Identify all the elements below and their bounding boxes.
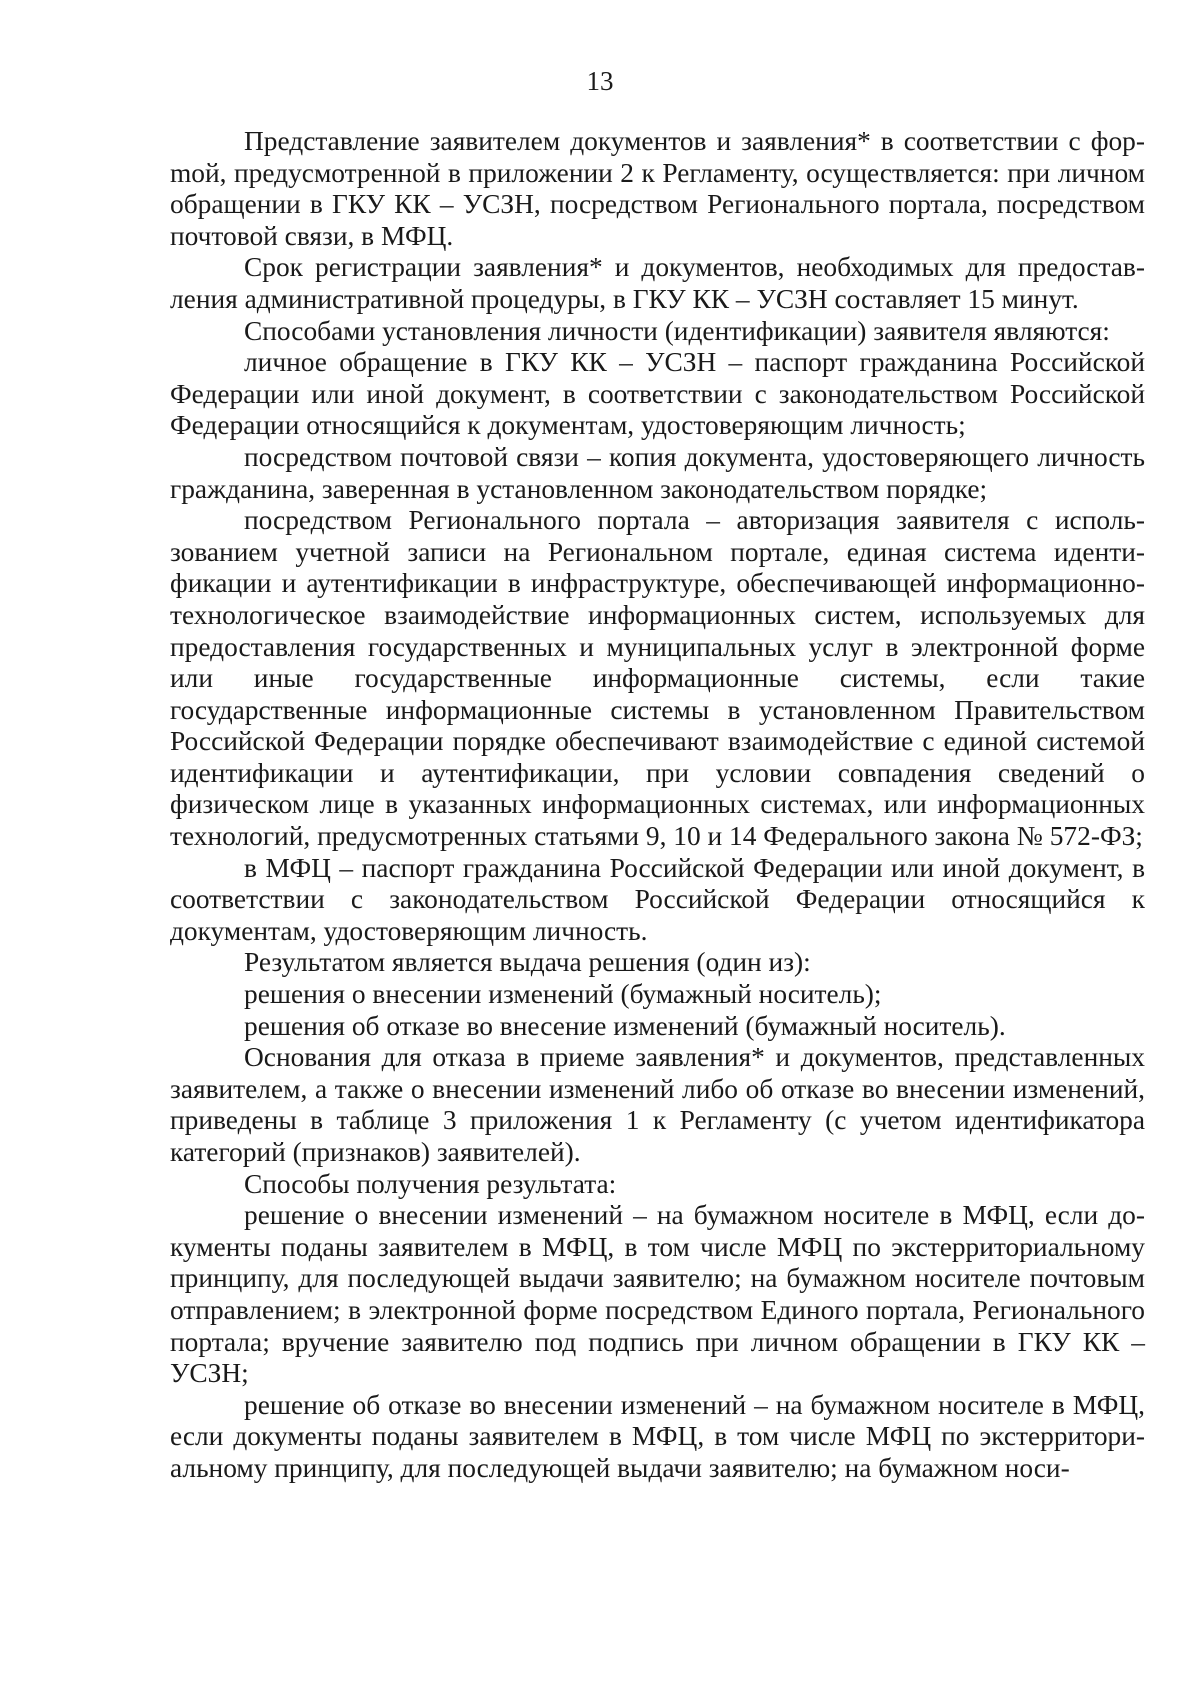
paragraph-delivery-refusal: решение об отказе во внесении изменений – на бумажном носителе в МФЦ, если документы поданы заявителем в МФЦ, в том числе МФЦ по экстерриториальному принципу, для последующей выдачи заявителю; на бумажном носи- (170, 1389, 1145, 1483)
paragraph-identification-post: посредством почтовой связи – копия документа, удостоверяющего личность гражданина, заверенная в установленном законодательством порядке; (170, 441, 1145, 504)
document-body (170, 126, 1145, 1485)
paragraph-delivery-changes: решение о внесении изменений – на бумажном носителе в МФЦ, если документы поданы заявителем в МФЦ, в том числе МФЦ по экстерриториальному принципу, для последующей выдачи заявителю; на бумажном носителе почтовым отправлением; в электронной форме посредством Единого портала, Регионального портала; вручение заявителю под подпись при личном обращении в ГКУ КК – УСЗН; (170, 1200, 1145, 1389)
paragraph-identification-personal: личное обращение в ГКУ КК – УСЗН – паспорт гражданина Российской Федерации или иной документ, в соответствии с законодательством Российской Федерации относящийся к документам, удостоверяющим личность; (170, 347, 1145, 441)
paragraph-identification-portal: посредством Регионального портала – авторизация заявителя с использованием учетной записи на Региональном портале, единая система идентификации и аутентификации в инфраструктуре, обеспечивающей информационно-технологическое взаимодействие информационных систем, используемых для предоставления государственных и муниципальных услуг в электронной форме или иные государственные информационные системы, если такие государственные информационные системы в установленном Правительством Российской Федерации порядке обеспечивают взаимодействие с единой системой идентификации и аутентификации, при условии совпадения сведений о физическом лице в указанных информационных системах, или информационных технологий, предусмотренных статьями 9, 10 и 14 Федерального закона № 572-ФЗ; (170, 505, 1145, 852)
paragraph-identification-intro: Способами установления личности (идентификации) заявителя являются: (244, 315, 1110, 346)
paragraph-refusal-grounds: Основания для отказа в приеме заявления* и документов, представленных заявителем, а также о внесении изменений либо об отказе во внесении изменений, приведены в таблице 3 приложения 1 к Регламенту (с учетом идентификатора категорий (признаков) заявителей). (170, 1042, 1145, 1167)
paragraph-registration-time: Срок регистрации заявления* и документов, необходимых для предоставления административной процедуры, в ГКУ КК – УСЗН составляет 15 минут. (170, 252, 1145, 314)
paragraph-result-refusal: решения об отказе во внесение изменений (бумажный носитель). (244, 1010, 1006, 1041)
paragraph-submission-methods: Представление заявителем документов и заявления* в соответствии с форmой, предусмотренной в приложении 2 к Регламенту, осуществляется: при личном обращении в ГКУ КК – УСЗН, посредством Регионального портала, посредством почтовой связи, в МФЦ. (170, 126, 1145, 251)
paragraph-result-intro: Результатом является выдача решения (один из): (244, 947, 811, 978)
paragraph-delivery-intro: Способы получения результата: (244, 1168, 617, 1199)
paragraph-result-changes: решения о внесении изменений (бумажный носитель); (244, 979, 882, 1010)
paragraph-identification-mfc: в МФЦ – паспорт гражданина Российской Федерации или иной документ, в соответствии с законодательством Российской Федерации относящийся к документам, удостоверяющим личность. (170, 852, 1145, 946)
page-number: 13 (586, 66, 614, 96)
